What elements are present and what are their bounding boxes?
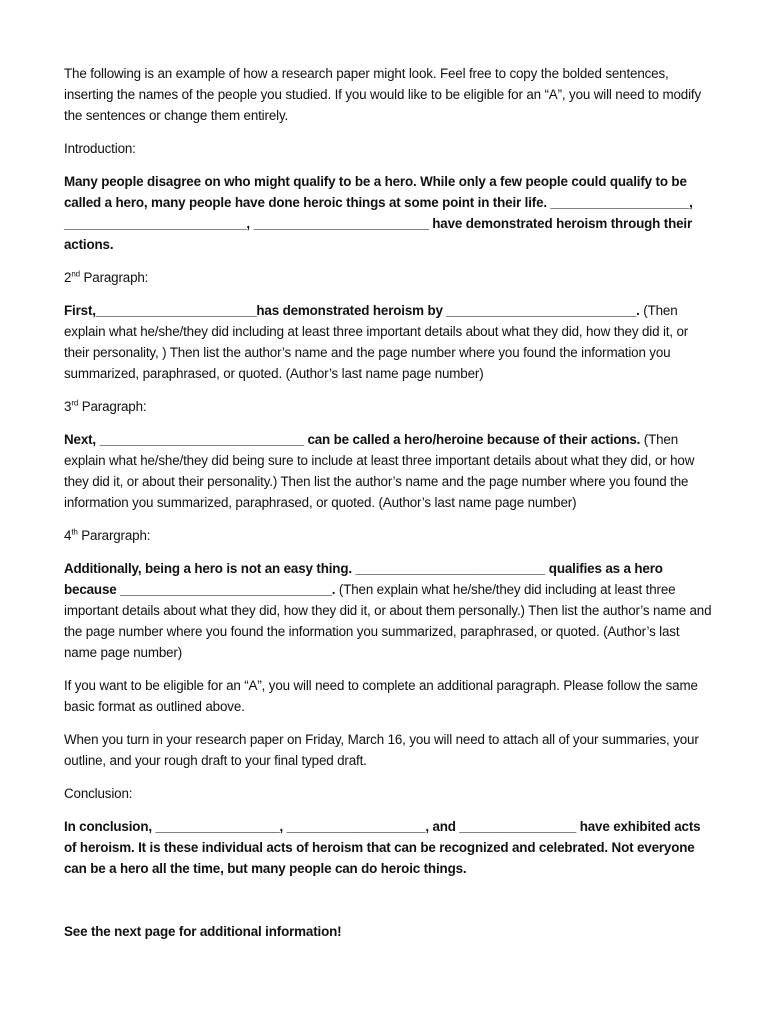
paragraph3-heading: [64, 396, 714, 417]
paragraph3-bold-text: Next, ____________________________ can be called a hero/heroine because of their actions.: [64, 432, 641, 447]
introduction-heading: Introduction:: [64, 141, 136, 156]
eligibility-note: If you want to be eligible for an “A”, you will need to complete an additional paragraph. Please follow the same basic format as outlined above.: [64, 678, 698, 714]
conclusion-bold-text: In conclusion, _________________, ___________________, and ________________ have exhibited acts of heroism. It is these individual acts of heroism that can be recognized and celebrated. Not everyone can be a hero all the time, but many people can do heroic things.: [64, 819, 701, 876]
paragraph4-bold-text: Additionally, being a hero is not an easy thing. __________________________ qualifies as a hero because _____________________________.: [64, 561, 663, 597]
paragraph4-body: [64, 558, 714, 663]
paragraph4-number: 4: [64, 528, 72, 543]
introduction-bold-text: Many people disagree on who might qualify to be a hero. While only a few people could qualify to be called a hero, many people have done heroic things at some point in their life. ___________________, _________________________, ________________________ have demonstrated heroism through their actions.: [64, 174, 693, 252]
paragraph3-ordinal: rd: [71, 398, 79, 408]
turn-in-note: When you turn in your research paper on Friday, March 16, you will need to attach all of your summaries, your outline, and your rough draft to your final typed draft.: [64, 732, 699, 768]
spacer: [64, 891, 714, 921]
paragraph3-text: (Then explain what he/she/they did being sure to include at least three important details about what they did, or how they did it, or about their personality.) Then list the author’s name and the page number where you found the information you summarized, paraphrased, or quoted. (Author’s last name page number): [64, 432, 695, 510]
paragraph3-number: 3: [64, 399, 72, 414]
conclusion-heading: Conclusion:: [64, 786, 133, 801]
paragraph3-body: [64, 429, 714, 513]
paragraph4-label: Parargraph:: [77, 528, 151, 543]
paragraph2-text: (Then explain what he/she/they did including at least three important details about what they did, how they did it, or their personality, ) Then list the author’s name and the page number where you found the information you summarized, paraphrased, or quoted. (Author’s last name page number): [64, 303, 689, 381]
paragraph2-bold-text: First,______________________has demonstrated heroism by __________________________.: [64, 303, 640, 318]
paragraph2-heading: [64, 267, 714, 288]
paragraph2-body: [64, 300, 714, 384]
paragraph2-ordinal: nd: [71, 269, 80, 279]
paragraph4-heading: [64, 525, 714, 546]
paragraph2-label: Paragraph:: [79, 270, 149, 285]
intro-note: The following is an example of how a research paper might look. Feel free to copy the bolded sentences, inserting the names of the people you studied. If you would like to be eligible for an “A”, you will need to modify the sentences or change them entirely.: [64, 66, 702, 123]
paragraph4-ordinal: th: [71, 527, 78, 537]
paragraph2-number: 2: [64, 270, 72, 285]
paragraph4-text: (Then explain what he/she/they did including at least three important details about what they did, how they did it, or about them personally.) Then list the author’s name and the page number where you found the information you summarized, paraphrased, or quoted. (Author’s last name page number): [64, 582, 712, 660]
paragraph3-label: Paragraph:: [78, 399, 147, 414]
footer-note: See the next page for additional information!: [64, 924, 342, 939]
